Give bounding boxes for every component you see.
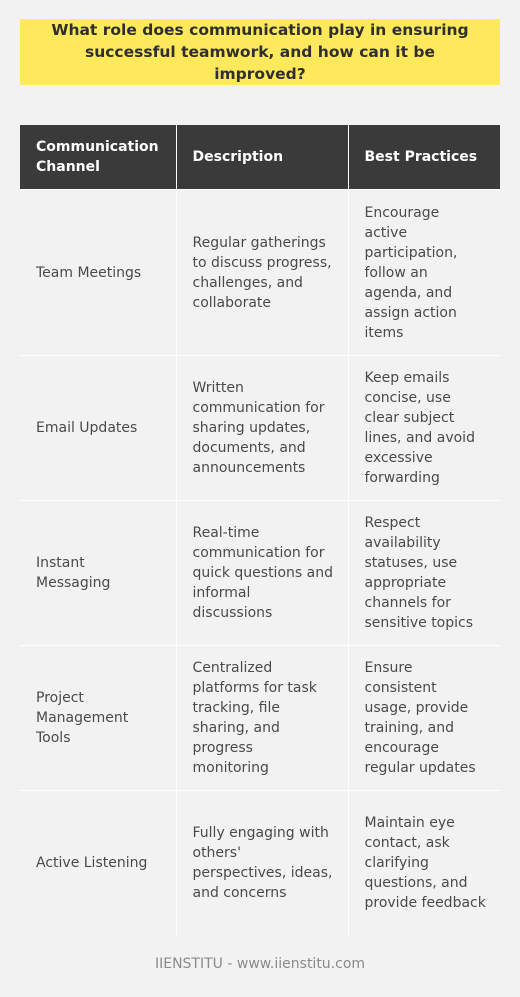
cell-channel: Team Meetings [20,190,176,356]
cell-best-practices: Maintain eye contact, ask clarifying questions, and provide feedback [348,791,500,936]
header-description: Description [176,125,348,190]
cell-description: Fully engaging with others' perspectives, ideas, and concerns [176,791,348,936]
cell-best-practices: Keep emails concise, use clear subject lines, and avoid excessive forwarding [348,356,500,501]
cell-channel: Project Management Tools [20,646,176,791]
cell-description: Regular gatherings to discuss progress, challenges, and collaborate [176,190,348,356]
table-row [20,190,500,356]
table-row [20,791,500,936]
cell-description: Centralized platforms for task tracking, file sharing, and progress monitoring [176,646,348,791]
table-header-row [20,125,500,190]
table-row [20,646,500,791]
cell-channel: Email Updates [20,356,176,501]
header-best-practices: Best Practices [348,125,500,190]
cell-best-practices: Respect availability statuses, use appropriate channels for sensitive topics [348,501,500,646]
cell-description: Real-time communication for quick questions and informal discussions [176,501,348,646]
communication-table [20,125,500,936]
cell-best-practices: Ensure consistent usage, provide training, and encourage regular updates [348,646,500,791]
cell-channel: Active Listening [20,791,176,936]
cell-best-practices: Encourage active participation, follow an agenda, and assign action items [348,190,500,356]
page-title: What role does communication play in ensuring successful teamwork, and how can it be improved? [51,21,469,83]
header-channel: Communication Channel [20,125,176,190]
title-banner [20,19,500,85]
table-row [20,356,500,501]
footer-credit: IIENSTITU - www.iienstitu.com [154,956,366,972]
table-row [20,501,500,646]
cell-channel: Instant Messaging [20,501,176,646]
cell-description: Written communication for sharing updates, documents, and announcements [176,356,348,501]
